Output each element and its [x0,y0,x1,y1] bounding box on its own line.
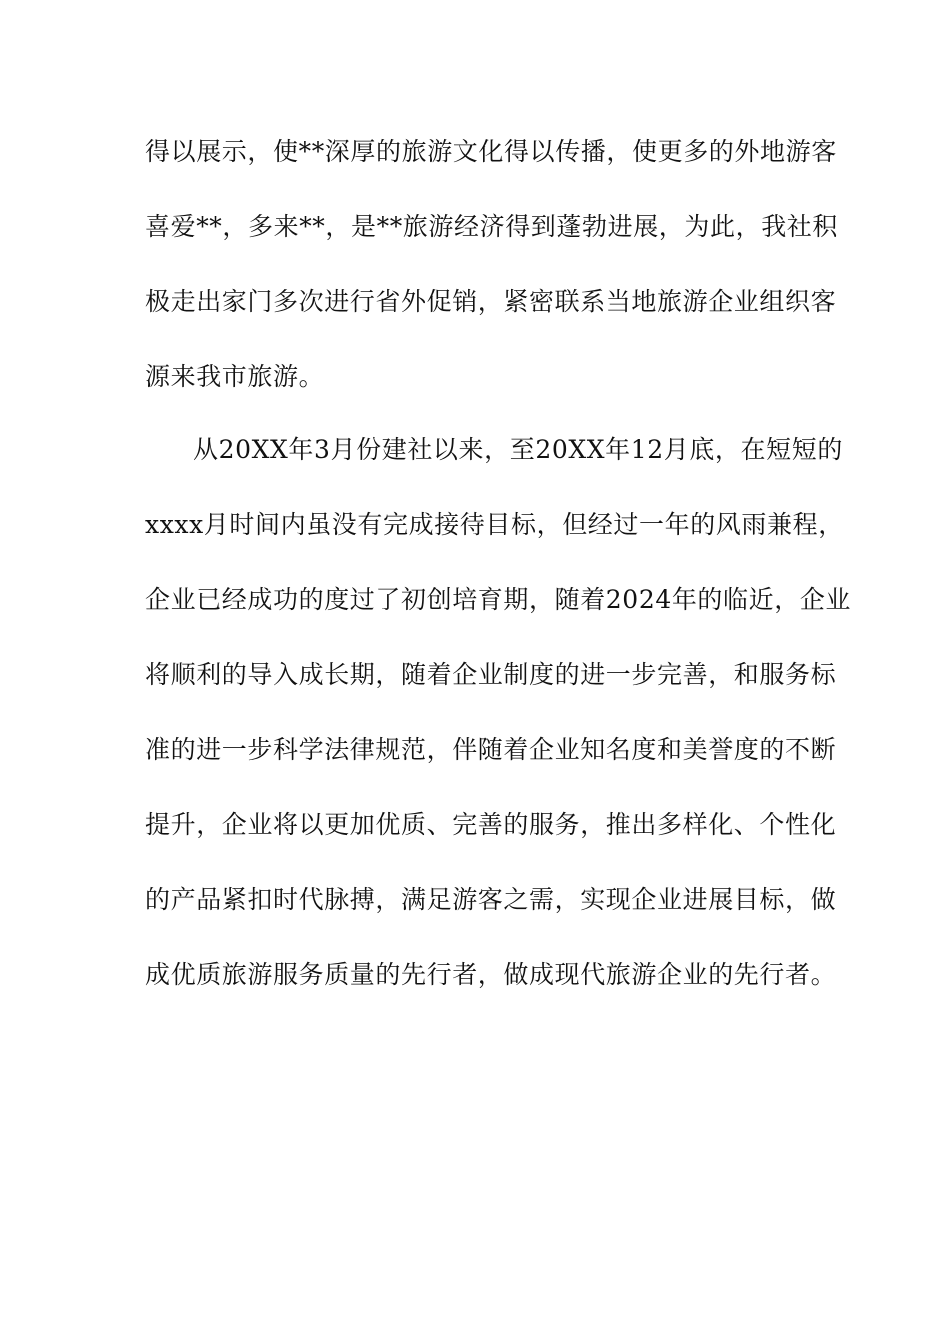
paragraph-1-line-2: 喜爱**，多来**，是**旅游经济得到蓬勃进展，为此，我社积 [145,212,839,241]
paragraph-2-line-4: 将顺利的导入成长期，随着企业制度的进一步完善，和服务标 [145,660,837,689]
paragraph-2-line-8: 成优质旅游服务质量的先行者，做成现代旅游企业的先行者。 [145,960,837,989]
paragraph-2-line-5: 准的进一步科学法律规范，伴随着企业知名度和美誉度的不断 [145,735,837,764]
paragraph-1-line-4: 源来我市旅游。 [145,362,325,391]
paragraph-2-line-7: 的产品紧扣时代脉搏，满足游客之需，实现企业进展目标，做 [145,885,837,914]
paragraph-2-line-3: 企业已经成功的度过了初创培育期，随着2024年的临近，企业 [145,585,852,614]
paragraph-1-line-3: 极走出家门多次进行省外促销，紧密联系当地旅游企业组织客 [145,287,837,316]
paragraph-2-line-6: 提升，企业将以更加优质、完善的服务，推出多样化、个性化 [145,810,837,839]
paragraph-2-line-1: 从20XX年3月份建社以来，至20XX年12月底，在短短的 [193,435,843,464]
paragraph-1-line-1: 得以展示，使**深厚的旅游文化得以传播，使更多的外地游客 [145,137,837,166]
paragraph-2-line-2: xxxx月时间内虽没有完成接待目标，但经过一年的风雨兼程， [145,510,844,539]
